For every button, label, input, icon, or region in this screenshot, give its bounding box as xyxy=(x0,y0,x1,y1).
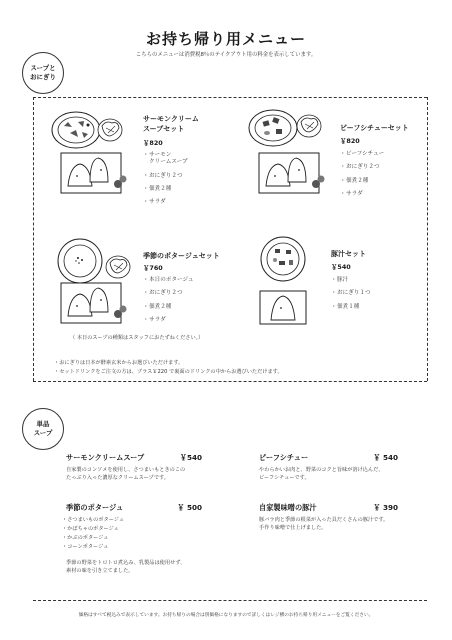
set-name-beef xyxy=(340,123,409,133)
list-item: ・ おにぎり２つ xyxy=(340,164,380,171)
section-label-sets-line1: スープと xyxy=(30,64,56,73)
list-item-text: サラダ xyxy=(346,190,363,197)
list-item-text: 豚汁 xyxy=(337,277,349,283)
set-note-drink: ・セットドリンクをご注文の方は、プラス￥220 で裏面のドリンクの中からお選びいただけます。 xyxy=(54,369,283,375)
set-price-potage: ￥760 xyxy=(143,264,163,272)
onigiri-plate-icon xyxy=(60,152,132,194)
set-name-tonjiru xyxy=(331,249,366,259)
list-item: ・ 本日のポタージュ xyxy=(143,277,194,283)
list-item-text: サーモン クリームスープ xyxy=(149,152,188,166)
list-item: ・ 佃煮１種 xyxy=(331,303,360,310)
footer-note: 価格はすべて税込みで表示しています。お持ち帰りの場合は別価格になりますので詳しくはレジ横のお持ち帰り用メニューをご覧ください。 xyxy=(78,613,374,618)
single-price-beef: ￥ 540 xyxy=(373,453,398,462)
footer-divider xyxy=(33,600,427,601)
set-items-salmon xyxy=(143,152,223,212)
list-item: ・ ビーフシチュー xyxy=(340,151,385,157)
single-desc-beef: やわらかいお肉と、野菜のコクと旨味が溶け込んだ、 ビーフシチューです。 xyxy=(259,467,384,482)
soup-note: （ 本日のスープの種類はスタッフにおたずねください。） xyxy=(70,335,204,341)
list-item: ・ サラダ xyxy=(340,190,363,197)
set-frame-right xyxy=(427,97,428,381)
list-item-text: おにぎり２つ xyxy=(346,164,380,171)
section-label-single-line2: スープ xyxy=(33,429,53,437)
page-title: お持ち帰り用メニュー xyxy=(145,30,306,48)
list-item: ・ サラダ xyxy=(143,199,166,206)
list-item: ・かぼちゃのポタージュ xyxy=(62,526,119,533)
set-frame-left xyxy=(33,97,34,381)
soup-bowl-icon xyxy=(243,106,327,148)
list-item-text: 本日のポタージュ xyxy=(149,277,194,283)
set-items-beef xyxy=(340,151,420,204)
single-name-beef: ビーフシチュー xyxy=(259,453,309,462)
list-item-text: 佃煮２種 xyxy=(149,185,172,192)
set-price-beef: ￥820 xyxy=(340,137,360,145)
section-label-sets-line2: おにぎり xyxy=(30,73,56,81)
set-name-potage-line1: 季節のポタージュセット xyxy=(143,252,220,260)
set-name-salmon xyxy=(143,114,199,134)
list-item-text: 佃煮２種 xyxy=(346,177,369,184)
set-items-tonjiru xyxy=(331,277,411,317)
single-price-tonjiru: ￥ 390 xyxy=(373,503,398,512)
list-item-text: おにぎり１つ xyxy=(337,290,371,297)
list-item: ・ おにぎり２つ xyxy=(143,290,183,297)
set-name-tonjiru-line1: 豚汁セット xyxy=(331,250,366,258)
set-name-beef-line1: ビーフシチューセット xyxy=(340,124,409,132)
potage-variety-list xyxy=(62,516,124,552)
list-item-text: 佃煮１種 xyxy=(337,303,360,310)
list-item: ・ サラダ xyxy=(143,316,166,323)
list-item-text: 佃煮２種 xyxy=(149,303,172,310)
list-item: ・ サーモン クリームスープ xyxy=(143,152,188,166)
set-price-salmon: ￥820 xyxy=(143,139,163,147)
list-item-text: おにぎり２つ xyxy=(149,290,183,297)
list-item: ・さつまいものポタージュ xyxy=(62,517,125,523)
list-item: ・ おにぎり１つ xyxy=(331,290,371,297)
single-name-tonjiru: 自家製味噌の豚汁 xyxy=(259,503,317,512)
section-label-single xyxy=(22,408,64,450)
soup-bowl-icon xyxy=(48,108,132,150)
list-item: ・ 豚汁 xyxy=(331,277,349,283)
set-note-rice: ・おにぎりは日本が酵素玄米からお選びいただけます。 xyxy=(54,360,184,366)
onigiri-plate-icon xyxy=(259,290,309,326)
list-item-text: サラダ xyxy=(149,316,166,323)
list-item: ・ 佃煮２種 xyxy=(143,185,172,192)
single-desc-potage: 季節の野菜をトロトロ煮込み、乳製品は使用せず、 素材の味を引き立てました。 xyxy=(66,560,186,575)
set-name-potage xyxy=(143,251,220,261)
onigiri-plate-icon xyxy=(258,152,330,194)
set-items-potage xyxy=(143,277,233,330)
single-price-salmon: ￥540 xyxy=(179,453,202,462)
single-desc-salmon: 自家製のコンソメを使用し、さつまいもときのこの たっぷり入った濃厚なクリームスープです。 xyxy=(66,467,186,482)
set-name-salmon-line1: サーモンクリーム xyxy=(143,115,199,123)
list-item: ・ おにぎり２つ xyxy=(143,172,183,179)
list-item: ・ 佃煮２種 xyxy=(340,177,369,184)
set-price-tonjiru: ￥540 xyxy=(331,263,351,271)
list-item-text: サラダ xyxy=(149,199,166,206)
soup-bowl-icon xyxy=(255,235,315,283)
single-desc-tonjiru: 豚バラ肉と季節の根菜が入った具だくさんの豚汁です。 手作り味噌で仕上げました。 xyxy=(259,517,389,532)
list-item: ・かぶのポタージュ xyxy=(62,535,109,542)
set-name-salmon-line2: スープセット xyxy=(143,125,185,134)
page-subtitle: こちらのメニューは消費税8％のテイクアウト用の料金を表示しています。 xyxy=(135,52,317,58)
list-item-text: おにぎり２つ xyxy=(149,172,183,179)
list-item-text: ビーフシチュー xyxy=(346,151,385,157)
single-price-potage: ￥ 500 xyxy=(177,503,202,512)
single-name-salmon: サーモンクリームスープ xyxy=(66,453,145,462)
set-frame-bottom xyxy=(33,381,427,382)
set-frame-top xyxy=(33,97,427,98)
section-label-sets xyxy=(22,52,64,94)
section-label-single-line1: 単品 xyxy=(36,420,50,429)
onigiri-plate-icon xyxy=(60,282,132,324)
list-item: ・ 佃煮２種 xyxy=(143,303,172,310)
list-item: ・コーンポタージュ xyxy=(62,544,109,551)
single-name-potage: 季節のポタージュ xyxy=(66,503,124,512)
soup-bowl-icon xyxy=(52,237,136,285)
